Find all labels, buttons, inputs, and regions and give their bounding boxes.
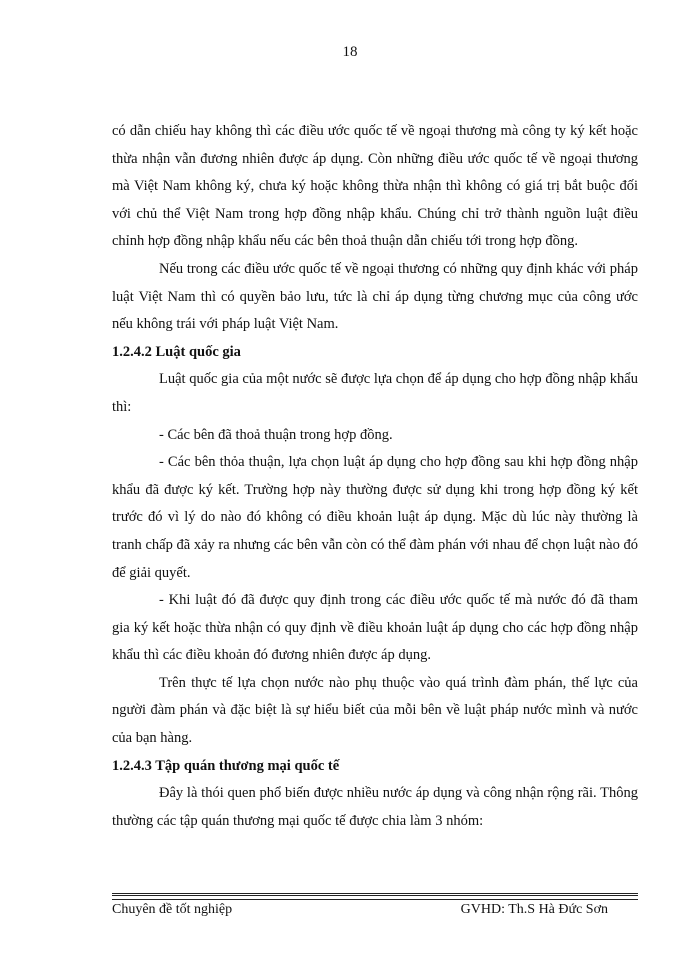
section-heading-luat-quoc-gia: 1.2.4.2 Luật quốc gia: [112, 343, 241, 360]
paragraph: Đây là thói quen phổ biến được nhiều nước áp dụng và công nhận rộng rãi. Thông thường các tập quán thương mại quốc tế được chia làm 3 nhóm:: [112, 785, 638, 829]
section-heading-tap-quan: 1.2.4.3 Tập quán thương mại quốc tế: [112, 757, 340, 774]
paragraph: có dẫn chiếu hay không thì các điều ước quốc tế về ngoại thương mà công ty ký kết hoặc thừa nhận vẫn đương nhiên được áp dụng. Còn những điều ước quốc tế về ngoại thương mà Việt Nam không ký, chưa ký hoặc không thừa nhận thì không có giá trị bắt buộc đối với chủ thể Việt Nam trong hợp đồng nhập khẩu. Chúng chỉ trở thành nguồn luật điều chỉnh hợp đồng nhập khẩu nếu các bên thoả thuận dẫn chiếu tới trong hợp đồng.: [112, 123, 638, 250]
footer-divider-thin: [112, 899, 638, 900]
list-item: - Các bên thỏa thuận, lựa chọn luật áp dụng cho hợp đồng sau khi hợp đồng nhập khẩu đã được ký kết. Trường hợp này thường được sử dụng khi trong hợp đồng ký kết trước đó vì lý do nào đó không có điều khoản luật áp dụng. Mặc dù lúc này thường là tranh chấp đã xảy ra nhưng các bên vẫn còn có thể đàm phán với nhau để chọn luật nào đó để giải quyết.: [112, 454, 638, 581]
paragraph: Nếu trong các điều ước quốc tế về ngoại thương có những quy định khác với pháp luật Việt Nam thì có quyền bảo lưu, tức là chỉ áp dụng từng chương mục của công ước nếu không trái với pháp luật Việt Nam.: [112, 260, 638, 333]
paragraph: Luật quốc gia của một nước sẽ được lựa chọn để áp dụng cho hợp đồng nhập khẩu thì:: [112, 371, 638, 415]
footer-divider: [112, 893, 638, 898]
list-item: - Các bên đã thoả thuận trong hợp đồng.: [159, 426, 393, 443]
footer-document-title: Chuyên đề tốt nghiệp: [112, 902, 233, 917]
paragraph: Trên thực tế lựa chọn nước nào phụ thuộc vào quá trình đàm phán, thế lực của người đàm phán và đặc biệt là sự hiểu biết của mỗi bên về luật pháp nước mình và nước của bạn hàng.: [112, 674, 638, 747]
list-item: - Khi luật đó đã được quy định trong các điều ước quốc tế mà nước đó đã tham gia ký kết hoặc thừa nhận có quy định về điều khoản luật áp dụng cho các hợp đồng nhập khẩu thì các điều khoản đó đương nhiên được áp dụng.: [112, 592, 638, 664]
page-footer: [112, 902, 638, 918]
document-body: [112, 118, 638, 835]
page-number: 18: [342, 44, 358, 60]
footer-supervisor: GVHD: Th.S Hà Đức Sơn: [460, 902, 608, 917]
